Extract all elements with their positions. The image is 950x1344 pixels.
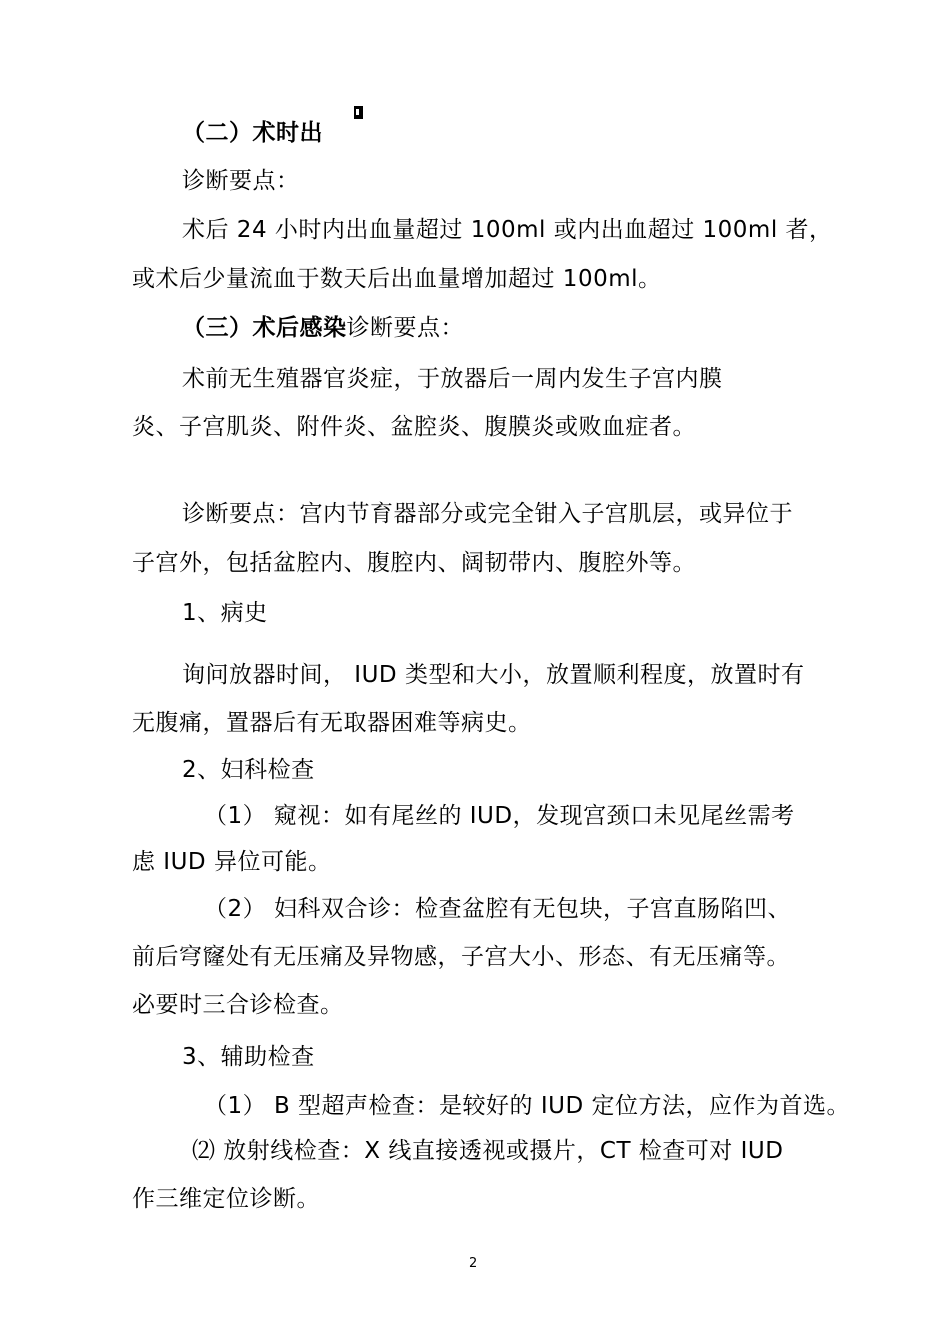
item-2-sub-2-line-3: 必要时三合诊检查。 — [132, 992, 344, 1018]
item-3-sub-2-line-2: 作三维定位诊断。 — [132, 1186, 320, 1212]
item-1-text-line-1: 询问放器时间， IUD 类型和大小，放置顺利程度，放置时有 — [182, 662, 805, 688]
section-3-heading — [182, 313, 464, 343]
section-3-title: （三）术后感染 — [182, 315, 347, 341]
item-1-title: 1、病史 — [182, 600, 268, 626]
item-3-sub-1: （1） B 型超声检查：是较好的 IUD 定位方法，应作为首选。 — [204, 1093, 850, 1119]
item-2-sub-2-line-1: （2） 妇科双合诊：检查盆腔有无包块，子宫直肠陷凹、 — [204, 896, 791, 922]
section-3-diagnosis-label: 诊断要点： — [346, 315, 464, 341]
section-2-text-line-2: 或术后少量流血于数天后出血量增加超过 100ml。 — [132, 266, 662, 292]
section-2-diagnosis-label: 诊断要点： — [182, 168, 300, 194]
item-2-sub-1-line-1: （1） 窥视：如有尾丝的 IUD，发现宫颈口未见尾丝需考 — [204, 803, 795, 829]
item-2-title: 2、妇科检查 — [182, 757, 315, 783]
section-3-text-line-1: 术前无生殖器官炎症，于放器后一周内发生子宫内膜 — [182, 366, 723, 392]
section-2-title: （二）术时出 — [182, 120, 323, 146]
section-3-text-line-2: 炎、子宫肌炎、附件炎、盆腔炎、腹膜炎或败血症者。 — [132, 414, 696, 440]
item-3-sub-2-line-1: ⑵ 放射线检查：X 线直接透视或摄片，CT 检查可对 IUD — [192, 1138, 784, 1164]
item-2-sub-1-line-2: 虑 IUD 异位可能。 — [132, 849, 332, 875]
section-4-text-line-1: 诊断要点：宫内节育器部分或完全钳入子宫肌层，或异位于 — [182, 501, 793, 527]
section-4-text-line-2: 子宫外，包括盆腔内、腹腔内、阔韧带内、腹腔外等。 — [132, 550, 696, 576]
inline-artifact-mark — [354, 106, 363, 119]
section-2-text-line-1: 术后 24 小时内出血量超过 100ml 或内出血超过 100ml 者， — [182, 217, 833, 243]
item-2-sub-2-line-2: 前后穹窿处有无压痛及异物感，子宫大小、形态、有无压痛等。 — [132, 944, 790, 970]
item-3-title: 3、辅助检查 — [182, 1044, 315, 1070]
page-number: 2 — [469, 1256, 478, 1271]
item-1-text-line-2: 无腹痛，置器后有无取器困难等病史。 — [132, 710, 532, 736]
